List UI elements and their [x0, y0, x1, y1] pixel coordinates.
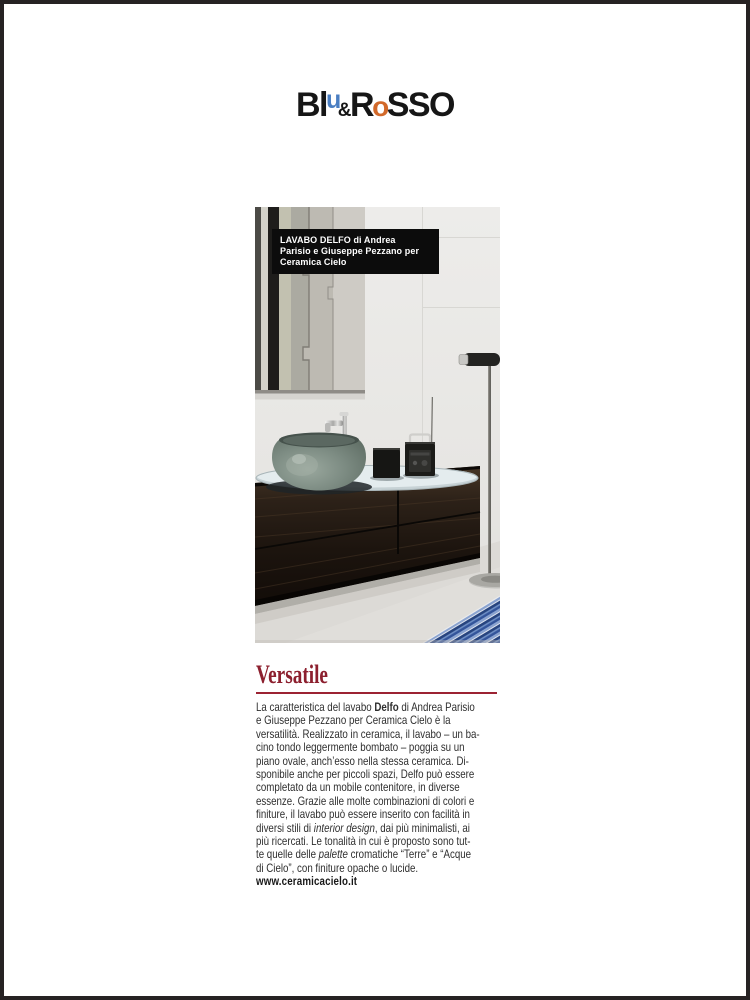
body-line: La caratteristica del lavabo Delfo di Andrea Parisio [256, 700, 475, 714]
body-line: diversi stili di interior design, dai più minimalisti, ai [256, 820, 470, 835]
body-line: più ricercati. Le tonalità in cui è proposto sono tut- [256, 834, 471, 849]
title-rule [256, 692, 497, 694]
body-line: completato da un mobile contenitore, in diverse [256, 780, 460, 795]
body-line: di Cielo”, con finiture opache o lucide. [256, 860, 419, 875]
article [256, 661, 500, 889]
photo-caption [272, 229, 439, 274]
caption-line: Parisio e Giuseppe Pezzano per [280, 245, 420, 256]
body-line: essenze. Grazie alle molte combinazioni di colori e [256, 793, 475, 808]
caption-line: Ceramica Cielo [280, 256, 347, 267]
body-line: te quelle delle palette cromatiche “Terre” e “Acque [256, 847, 472, 862]
photo-bottom-shade [255, 640, 500, 643]
article-title: Versatile [256, 660, 328, 689]
website-url: www.ceramicacielo.it [256, 874, 358, 889]
body-line: cino tondo leggermente bombato – poggia su un [256, 740, 465, 755]
body-line: versatilità. Realizzato in ceramica, il lavabo – un ba- [256, 726, 480, 741]
brand-logo [4, 86, 746, 123]
article-body [256, 701, 499, 889]
logo-part-o: o [372, 91, 388, 122]
body-line: finiture, il lavabo può essere inserito con facilità in [256, 807, 470, 822]
logo-ampersand: & [337, 100, 351, 121]
magazine-photo [255, 207, 500, 643]
logo-part-r: R [350, 86, 374, 124]
radio-antenna [432, 397, 433, 443]
logo-part-u: u [326, 86, 340, 114]
body-line: sponibile anche per piccoli spazi, Delfo può essere [256, 767, 475, 782]
delfo-wash-basin [266, 433, 372, 495]
body-line: e Giuseppe Pezzano per Ceramica Cielo è la [256, 713, 451, 728]
caption-line: LAVABO DELFO di Andrea [280, 235, 396, 245]
logo-part-bl: Bl [296, 86, 327, 124]
logo-part-sso: SSO [386, 86, 454, 124]
body-line: piano ovale, anch’esso nella stessa ceramica. Di- [256, 753, 469, 768]
